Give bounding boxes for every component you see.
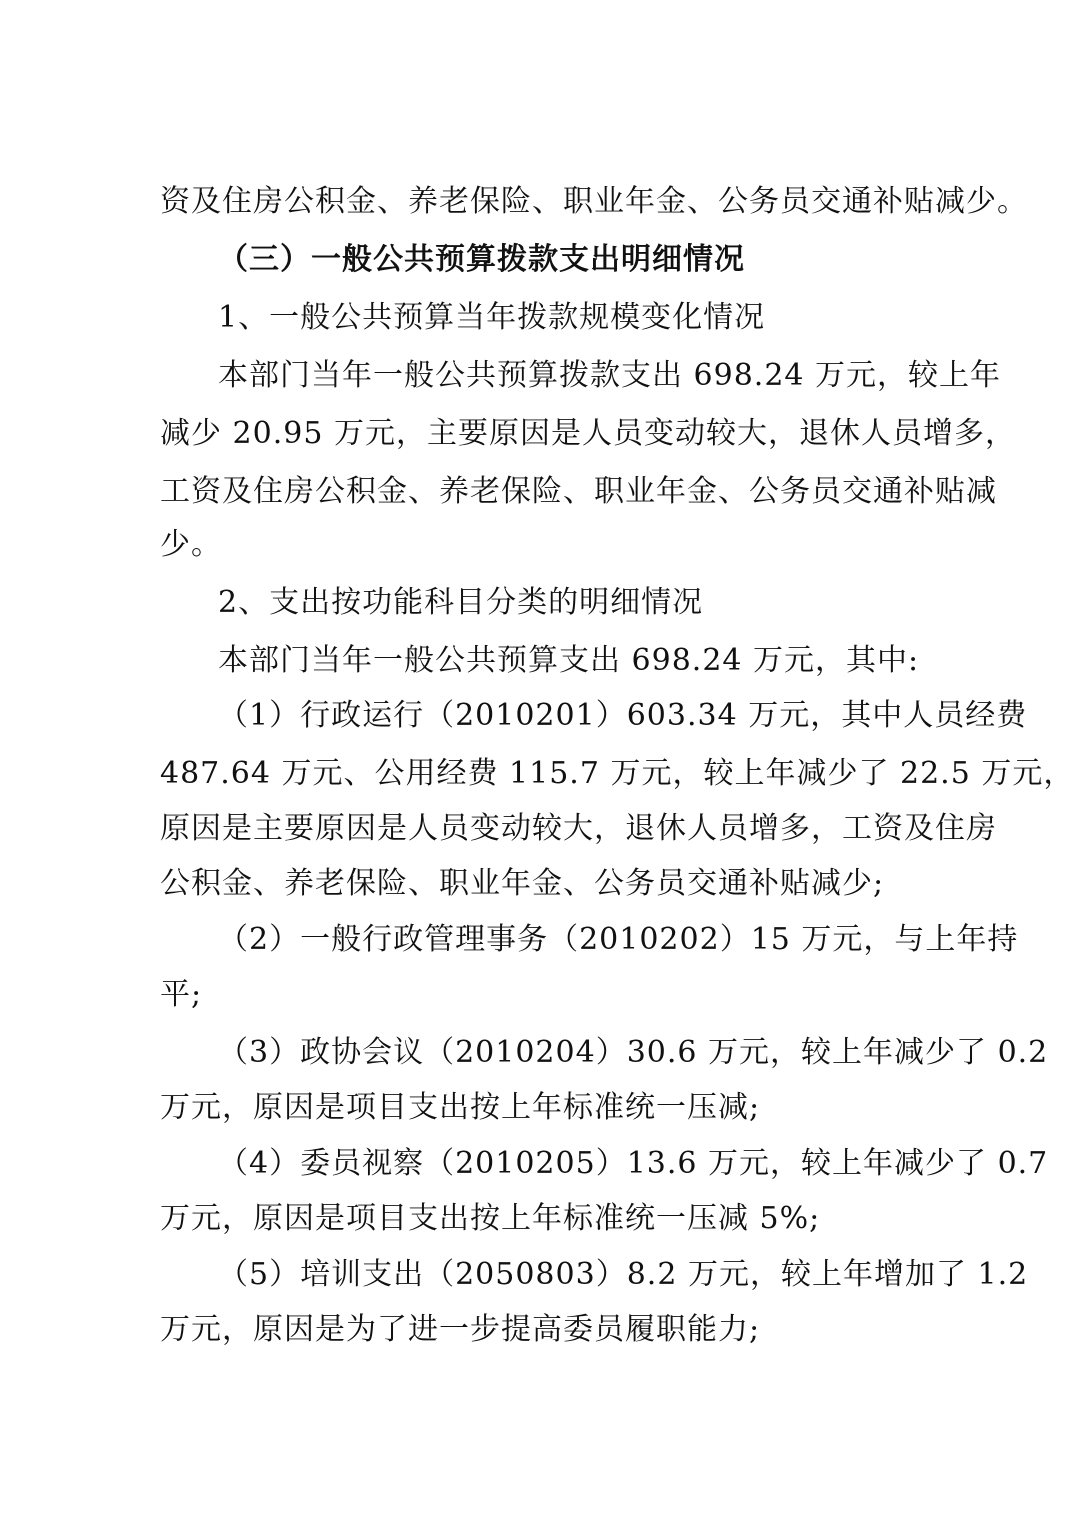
list-item-line: （3）政协会议（2010204）30.6 万元，较上年减少了 0.2 bbox=[218, 1035, 1049, 1070]
list-item-line: 万元，原因是为了进一步提高委员履职能力; bbox=[160, 1312, 761, 1347]
paragraph-line: 本部门当年一般公共预算拨款支出 698.24 万元，较上年 bbox=[218, 358, 1002, 393]
subsection-heading: 2、支出按功能科目分类的明细情况 bbox=[218, 585, 704, 620]
list-item-line: （2）一般行政管理事务（2010202）15 万元，与上年持 bbox=[218, 922, 1019, 957]
subsection-heading: 1、一般公共预算当年拨款规模变化情况 bbox=[218, 300, 766, 335]
list-item-line: 万元，原因是项目支出按上年标准统一压减 5%; bbox=[160, 1201, 821, 1236]
list-item-line: （5）培训支出（2050803）8.2 万元，较上年增加了 1.2 bbox=[218, 1257, 1029, 1292]
list-item-line: 平; bbox=[160, 977, 203, 1012]
list-item-line: 万元，原因是项目支出按上年标准统一压减; bbox=[160, 1090, 761, 1125]
list-item-line: （4）委员视察（2010205）13.6 万元，较上年减少了 0.7 bbox=[218, 1146, 1049, 1181]
paragraph-line: 资及住房公积金、养老保险、职业年金、公务员交通补贴减少。 bbox=[160, 184, 1028, 219]
paragraph-line: 减少 20.95 万元，主要原因是人员变动较大，退休人员增多， bbox=[160, 416, 1016, 451]
list-item-line: 原因是主要原因是人员变动较大，退休人员增多，工资及住房 bbox=[160, 811, 997, 846]
list-item-line: （1）行政运行（2010201）603.34 万元，其中人员经费 bbox=[218, 698, 1028, 733]
paragraph-line: 工资及住房公积金、养老保险、职业年金、公务员交通补贴减 bbox=[160, 474, 997, 509]
paragraph-line: 本部门当年一般公共预算支出 698.24 万元，其中: bbox=[218, 643, 920, 678]
list-item-line: 487.64 万元、公用经费 115.7 万元，较上年减少了 22.5 万元， bbox=[160, 756, 1074, 791]
list-item-line: 公积金、养老保险、职业年金、公务员交通补贴减少; bbox=[160, 866, 885, 901]
section-heading: （三）一般公共预算拨款支出明细情况 bbox=[218, 242, 745, 277]
paragraph-line: 少。 bbox=[160, 527, 222, 562]
